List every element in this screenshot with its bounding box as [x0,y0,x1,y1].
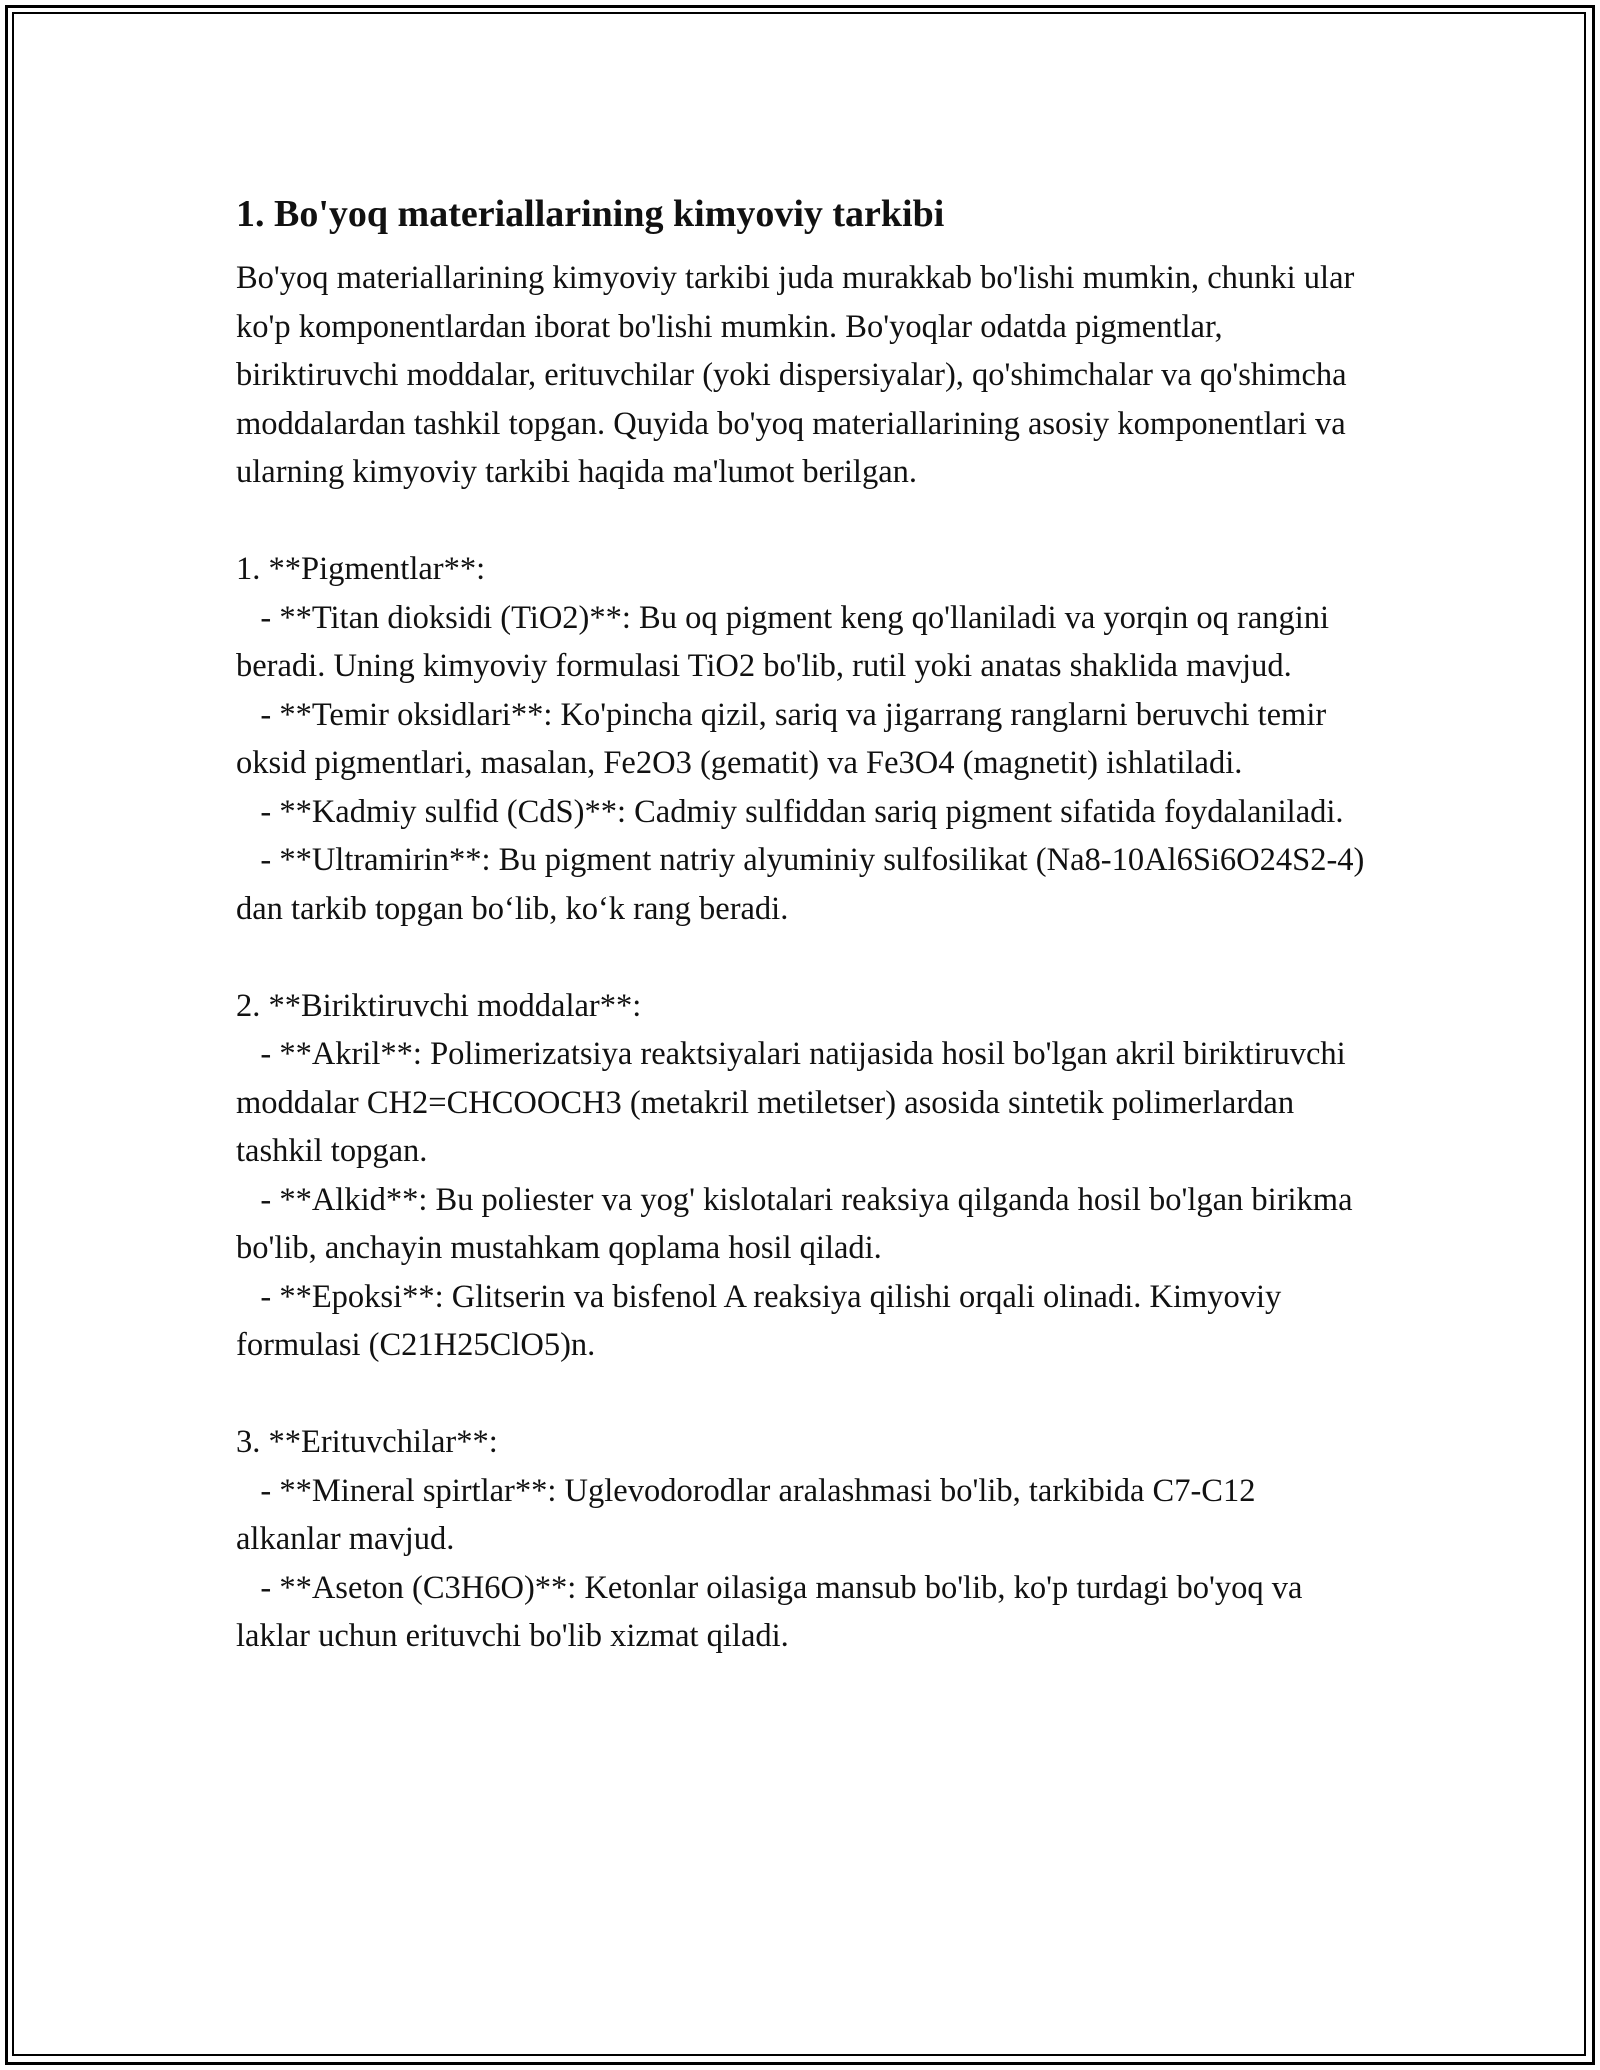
page-title: 1. Bo'yoq materiallarining kimyoviy tarkibi [236,193,945,235]
list-item: - **Ultramirin**: Bu pigment natriy alyuminiy sulfosilikat (Na8-10Al6Si6O24S2-4) dan tarkib topgan bo‘lib, ko‘k rang beradi. [236,842,1373,927]
intro-paragraph: Bo'yoq materiallarining kimyoviy tarkibi juda murakkab bo'lishi mumkin, chunki ular ko'p komponentlardan iborat bo'lishi mumkin. Bo'yoqlar odatda pigmentlar, biriktiruvchi moddalar, erituvchilar (yoki dispersiyalar), qo'shimchalar va qo'shimcha moddalardan tashkil topgan. Quyida bo'yoq materiallarining asosiy komponentlari va ularning kimyoviy tarkibi haqida ma'lumot berilgan. [236,260,1363,490]
list-item: - **Epoksi**: Glitserin va bisfenol A reaksiya qilishi orqali olinadi. Kimyoviy formulasi (C21H25ClO5)n. [236,1278,1290,1363]
section-binders [236,982,1366,1370]
section-pigments [236,545,1373,933]
list-item: - **Mineral spirtlar**: Uglevodorodlar aralashmasi bo'lib, tarkibida C7-C12 alkanlar mavjud. [236,1472,1264,1557]
section-title: 3. **Erituvchilar**: [236,1424,498,1460]
section-title: 1. **Pigmentlar**: [236,551,486,587]
document-body [236,186,1373,1661]
list-item: - **Kadmiy sulfid (CdS)**: Cadmiy sulfiddan sariq pigment sifatida foydalaniladi. [236,793,1344,830]
paragraph-gap [236,497,1366,546]
section-title: 2. **Biriktiruvchi moddalar**: [236,987,642,1024]
list-item: - **Temir oksidlari**: Ko'pincha qizil, sariq va jigarrang ranglarni beruvchi temir oksid pigmentlari, masalan, Fe2O3 (gematit) va Fe3O4 (magnetit) ishlatiladi. [236,696,1335,781]
section-solvents [236,1418,1366,1661]
paragraph-gap [236,1370,1366,1419]
list-item: - **Alkid**: Bu poliester va yog' kislotalari reaksiya qilganda hosil bo'lgan birikma bo'lib, anchayin mustahkam qoplama hosil qiladi. [236,1181,1361,1266]
list-item: - **Akril**: Polimerizatsiya reaktsiyalari natijasida hosil bo'lgan akril biriktiruvchi moddalar CH2=CHCOOCH3 (metakril metiletser) asosida sintetik polimerlardan tashkil topgan. [236,1036,1354,1169]
list-item: - **Aseton (C3H6O)**: Ketonlar oilasiga mansub bo'lib, ko'p turdagi bo'yoq va laklar uchun erituvchi bo'lib xizmat qiladi. [236,1569,1311,1654]
paragraph-gap [236,933,1366,982]
list-item: - **Titan dioksidi (TiO2)**: Bu oq pigment keng qo'llaniladi va yorqin oq rangini beradi. Uning kimyoviy formulasi TiO2 bo'lib, rutil yoki anatas shaklida mavjud. [236,599,1338,684]
